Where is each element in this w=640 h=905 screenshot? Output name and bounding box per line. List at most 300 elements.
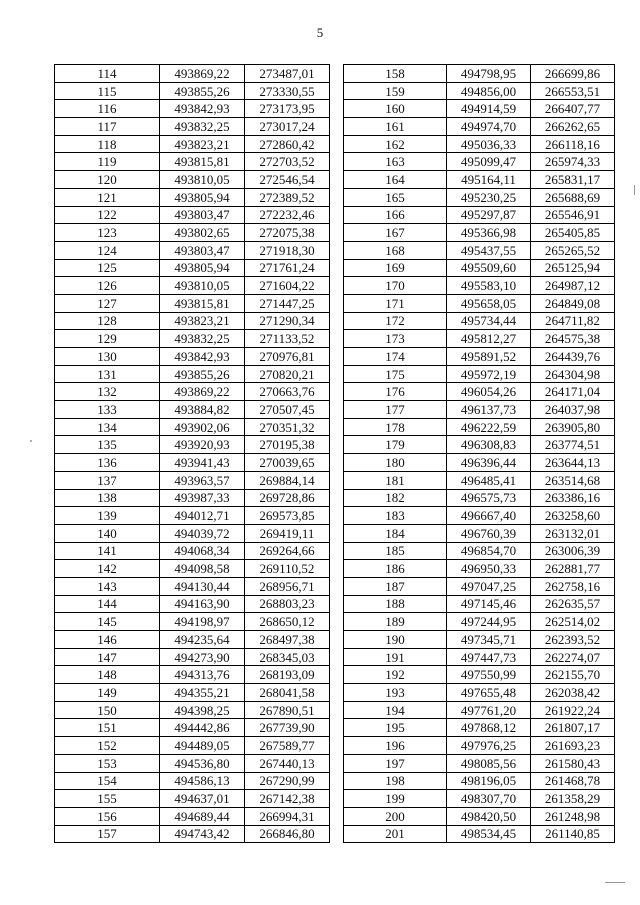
y-coordinate-cell: 265831,17 [531,171,615,189]
y-coordinate-cell: 263258,60 [531,507,615,525]
point-number-cell: 158 [344,65,447,83]
x-coordinate-cell: 495891,52 [447,348,531,366]
y-coordinate-cell: 264849,08 [531,294,615,312]
y-coordinate-cell: 264575,38 [531,330,615,348]
x-coordinate-cell: 494489,05 [160,737,245,755]
coordinates-table-right [343,64,615,843]
x-coordinate-cell: 496308,83 [447,436,531,454]
scan-speck [605,882,625,883]
y-coordinate-cell: 271290,34 [245,312,330,330]
table-row [344,471,615,489]
y-coordinate-cell: 262393,52 [531,631,615,649]
table-row [344,507,615,525]
point-number-cell: 120 [55,171,160,189]
x-coordinate-cell: 493832,25 [160,330,245,348]
point-number-cell: 161 [344,118,447,136]
y-coordinate-cell: 271918,30 [245,241,330,259]
y-coordinate-cell: 263644,13 [531,454,615,472]
y-coordinate-cell: 261580,43 [531,754,615,772]
x-coordinate-cell: 494637,01 [160,790,245,808]
x-coordinate-cell: 493832,25 [160,118,245,136]
y-coordinate-cell: 265688,69 [531,188,615,206]
x-coordinate-cell: 494355,21 [160,684,245,702]
y-coordinate-cell: 262155,70 [531,666,615,684]
point-number-cell: 149 [55,684,160,702]
x-coordinate-cell: 495812,27 [447,330,531,348]
y-coordinate-cell: 269573,85 [245,507,330,525]
point-number-cell: 129 [55,330,160,348]
table-row [344,595,615,613]
y-coordinate-cell: 267739,90 [245,719,330,737]
table-row [344,312,615,330]
x-coordinate-cell: 495297,87 [447,206,531,224]
x-coordinate-cell: 497868,12 [447,719,531,737]
point-number-cell: 156 [55,807,160,825]
table-body-left [55,65,330,843]
y-coordinate-cell: 269884,14 [245,471,330,489]
x-coordinate-cell: 497244,95 [447,613,531,631]
point-number-cell: 167 [344,224,447,242]
point-number-cell: 117 [55,118,160,136]
table-row [344,82,615,100]
table-row [344,577,615,595]
point-number-cell: 185 [344,542,447,560]
point-number-cell: 142 [55,560,160,578]
table-row [55,595,330,613]
y-coordinate-cell: 271604,22 [245,277,330,295]
table-row [344,224,615,242]
point-number-cell: 170 [344,277,447,295]
y-coordinate-cell: 263514,68 [531,471,615,489]
y-coordinate-cell: 270663,76 [245,383,330,401]
point-number-cell: 115 [55,82,160,100]
table-row [344,524,615,542]
point-number-cell: 175 [344,365,447,383]
table-row [55,524,330,542]
point-number-cell: 114 [55,65,160,83]
table-row [55,436,330,454]
point-number-cell: 121 [55,188,160,206]
x-coordinate-cell: 494398,25 [160,701,245,719]
point-number-cell: 139 [55,507,160,525]
point-number-cell: 169 [344,259,447,277]
x-coordinate-cell: 497976,25 [447,737,531,755]
y-coordinate-cell: 261693,23 [531,737,615,755]
table-row [55,259,330,277]
point-number-cell: 143 [55,577,160,595]
x-coordinate-cell: 494235,64 [160,631,245,649]
x-coordinate-cell: 494798,95 [447,65,531,83]
x-coordinate-cell: 498085,56 [447,754,531,772]
y-coordinate-cell: 263386,16 [531,489,615,507]
table-row [344,241,615,259]
point-number-cell: 138 [55,489,160,507]
y-coordinate-cell: 268803,23 [245,595,330,613]
table-row [55,719,330,737]
page-number: 5 [316,25,324,40]
table-row [55,330,330,348]
x-coordinate-cell: 496054,26 [447,383,531,401]
x-coordinate-cell: 494313,76 [160,666,245,684]
x-coordinate-cell: 495583,10 [447,277,531,295]
x-coordinate-cell: 493842,93 [160,348,245,366]
y-coordinate-cell: 267290,99 [245,772,330,790]
x-coordinate-cell: 497145,46 [447,595,531,613]
table-row [55,401,330,419]
y-coordinate-cell: 273173,95 [245,100,330,118]
x-coordinate-cell: 493855,26 [160,365,245,383]
table-row [344,542,615,560]
point-number-cell: 145 [55,613,160,631]
x-coordinate-cell: 494914,59 [447,100,531,118]
y-coordinate-cell: 272232,46 [245,206,330,224]
point-number-cell: 153 [55,754,160,772]
y-coordinate-cell: 265405,85 [531,224,615,242]
table-row [344,613,615,631]
y-coordinate-cell: 270507,45 [245,401,330,419]
point-number-cell: 195 [344,719,447,737]
y-coordinate-cell: 268193,09 [245,666,330,684]
y-coordinate-cell: 263132,01 [531,524,615,542]
table-row [344,135,615,153]
x-coordinate-cell: 494012,71 [160,507,245,525]
y-coordinate-cell: 261922,24 [531,701,615,719]
y-coordinate-cell: 268041,58 [245,684,330,702]
y-coordinate-cell: 270351,32 [245,418,330,436]
x-coordinate-cell: 494856,00 [447,82,531,100]
y-coordinate-cell: 273330,55 [245,82,330,100]
y-coordinate-cell: 269264,66 [245,542,330,560]
point-number-cell: 141 [55,542,160,560]
y-coordinate-cell: 267589,77 [245,737,330,755]
y-coordinate-cell: 272389,52 [245,188,330,206]
x-coordinate-cell: 495036,33 [447,135,531,153]
table-row [55,454,330,472]
y-coordinate-cell: 272703,52 [245,153,330,171]
y-coordinate-cell: 264711,82 [531,312,615,330]
x-coordinate-cell: 497447,73 [447,648,531,666]
x-coordinate-cell: 494098,58 [160,560,245,578]
point-number-cell: 186 [344,560,447,578]
table-row [344,188,615,206]
x-coordinate-cell: 495366,98 [447,224,531,242]
y-coordinate-cell: 266118,16 [531,135,615,153]
point-number-cell: 157 [55,825,160,843]
table-row [344,206,615,224]
x-coordinate-cell: 498307,70 [447,790,531,808]
point-number-cell: 201 [344,825,447,843]
point-number-cell: 159 [344,82,447,100]
y-coordinate-cell: 263905,80 [531,418,615,436]
y-coordinate-cell: 266553,51 [531,82,615,100]
table-row [55,188,330,206]
point-number-cell: 122 [55,206,160,224]
table-row [55,701,330,719]
point-number-cell: 166 [344,206,447,224]
x-coordinate-cell: 497761,20 [447,701,531,719]
table-row [55,471,330,489]
x-coordinate-cell: 493803,47 [160,206,245,224]
y-coordinate-cell: 271447,25 [245,294,330,312]
table-row [344,401,615,419]
x-coordinate-cell: 494130,44 [160,577,245,595]
point-number-cell: 124 [55,241,160,259]
x-coordinate-cell: 493884,82 [160,401,245,419]
table-row [55,65,330,83]
table-row [344,737,615,755]
x-coordinate-cell: 494689,44 [160,807,245,825]
y-coordinate-cell: 265546,91 [531,206,615,224]
table-row [344,701,615,719]
y-coordinate-cell: 261358,29 [531,790,615,808]
y-coordinate-cell: 266262,65 [531,118,615,136]
x-coordinate-cell: 497345,71 [447,631,531,649]
y-coordinate-cell: 263774,51 [531,436,615,454]
table-row [344,560,615,578]
x-coordinate-cell: 495658,05 [447,294,531,312]
table-row [344,666,615,684]
point-number-cell: 182 [344,489,447,507]
table-row [344,772,615,790]
table-row [55,684,330,702]
point-number-cell: 119 [55,153,160,171]
point-number-cell: 147 [55,648,160,666]
y-coordinate-cell: 269728,86 [245,489,330,507]
y-coordinate-cell: 261248,98 [531,807,615,825]
y-coordinate-cell: 261468,78 [531,772,615,790]
x-coordinate-cell: 495164,11 [447,171,531,189]
y-coordinate-cell: 270820,21 [245,365,330,383]
x-coordinate-cell: 493823,21 [160,135,245,153]
point-number-cell: 174 [344,348,447,366]
point-number-cell: 128 [55,312,160,330]
table-row [55,754,330,772]
x-coordinate-cell: 494039,72 [160,524,245,542]
point-number-cell: 200 [344,807,447,825]
point-number-cell: 171 [344,294,447,312]
y-coordinate-cell: 266846,80 [245,825,330,843]
x-coordinate-cell: 493963,57 [160,471,245,489]
table-row [55,772,330,790]
x-coordinate-cell: 498534,45 [447,825,531,843]
x-coordinate-cell: 493802,65 [160,224,245,242]
x-coordinate-cell: 493869,22 [160,65,245,83]
table-row [55,631,330,649]
x-coordinate-cell: 493902,06 [160,418,245,436]
point-number-cell: 127 [55,294,160,312]
x-coordinate-cell: 494743,42 [160,825,245,843]
y-coordinate-cell: 264304,98 [531,365,615,383]
y-coordinate-cell: 264037,98 [531,401,615,419]
table-row [55,383,330,401]
point-number-cell: 176 [344,383,447,401]
y-coordinate-cell: 269110,52 [245,560,330,578]
x-coordinate-cell: 494974,70 [447,118,531,136]
table-row [55,807,330,825]
y-coordinate-cell: 270976,81 [245,348,330,366]
point-number-cell: 183 [344,507,447,525]
point-number-cell: 199 [344,790,447,808]
point-number-cell: 152 [55,737,160,755]
y-coordinate-cell: 262758,16 [531,577,615,595]
point-number-cell: 116 [55,100,160,118]
point-number-cell: 179 [344,436,447,454]
x-coordinate-cell: 496667,40 [447,507,531,525]
table-row [344,418,615,436]
x-coordinate-cell: 493869,22 [160,383,245,401]
y-coordinate-cell: 268650,12 [245,613,330,631]
y-coordinate-cell: 266407,77 [531,100,615,118]
table-row [55,489,330,507]
point-number-cell: 150 [55,701,160,719]
table-row [344,648,615,666]
y-coordinate-cell: 271133,52 [245,330,330,348]
x-coordinate-cell: 498420,50 [447,807,531,825]
x-coordinate-cell: 493855,26 [160,82,245,100]
x-coordinate-cell: 494273,90 [160,648,245,666]
table-row [344,436,615,454]
y-coordinate-cell: 273017,24 [245,118,330,136]
point-number-cell: 132 [55,383,160,401]
y-coordinate-cell: 264439,76 [531,348,615,366]
point-number-cell: 197 [344,754,447,772]
y-coordinate-cell: 269419,11 [245,524,330,542]
point-number-cell: 134 [55,418,160,436]
point-number-cell: 168 [344,241,447,259]
point-number-cell: 194 [344,701,447,719]
point-number-cell: 187 [344,577,447,595]
table-row [55,418,330,436]
table-row [344,330,615,348]
point-number-cell: 131 [55,365,160,383]
table-row [55,241,330,259]
x-coordinate-cell: 493842,93 [160,100,245,118]
point-number-cell: 188 [344,595,447,613]
y-coordinate-cell: 266699,86 [531,65,615,83]
point-number-cell: 192 [344,666,447,684]
point-number-cell: 118 [55,135,160,153]
x-coordinate-cell: 493805,94 [160,259,245,277]
table-row [55,135,330,153]
point-number-cell: 184 [344,524,447,542]
point-number-cell: 178 [344,418,447,436]
point-number-cell: 196 [344,737,447,755]
table-row [55,666,330,684]
y-coordinate-cell: 272075,38 [245,224,330,242]
point-number-cell: 133 [55,401,160,419]
y-coordinate-cell: 272546,54 [245,171,330,189]
x-coordinate-cell: 494586,13 [160,772,245,790]
point-number-cell: 135 [55,436,160,454]
x-coordinate-cell: 493823,21 [160,312,245,330]
y-coordinate-cell: 267142,38 [245,790,330,808]
x-coordinate-cell: 493941,43 [160,454,245,472]
x-coordinate-cell: 493920,93 [160,436,245,454]
point-number-cell: 173 [344,330,447,348]
table-row [55,312,330,330]
y-coordinate-cell: 263006,39 [531,542,615,560]
x-coordinate-cell: 497047,25 [447,577,531,595]
y-coordinate-cell: 268345,03 [245,648,330,666]
table-row [55,118,330,136]
point-number-cell: 163 [344,153,447,171]
table-row [55,100,330,118]
point-number-cell: 172 [344,312,447,330]
table-row [344,348,615,366]
point-number-cell: 193 [344,684,447,702]
point-number-cell: 189 [344,613,447,631]
table-row [344,259,615,277]
x-coordinate-cell: 494068,34 [160,542,245,560]
x-coordinate-cell: 495099,47 [447,153,531,171]
table-row [55,224,330,242]
x-coordinate-cell: 495509,60 [447,259,531,277]
point-number-cell: 198 [344,772,447,790]
point-number-cell: 151 [55,719,160,737]
y-coordinate-cell: 262274,07 [531,648,615,666]
table-row [344,807,615,825]
y-coordinate-cell: 272860,42 [245,135,330,153]
table-row [344,365,615,383]
point-number-cell: 140 [55,524,160,542]
table-row [344,790,615,808]
point-number-cell: 164 [344,171,447,189]
point-number-cell: 191 [344,648,447,666]
x-coordinate-cell: 493810,05 [160,171,245,189]
table-row [55,560,330,578]
y-coordinate-cell: 268956,71 [245,577,330,595]
table-row [55,825,330,843]
y-coordinate-cell: 262514,02 [531,613,615,631]
y-coordinate-cell: 267890,51 [245,701,330,719]
x-coordinate-cell: 498196,05 [447,772,531,790]
y-coordinate-cell: 261140,85 [531,825,615,843]
y-coordinate-cell: 266994,31 [245,807,330,825]
y-coordinate-cell: 273487,01 [245,65,330,83]
x-coordinate-cell: 496222,59 [447,418,531,436]
table-row [55,577,330,595]
x-coordinate-cell: 494163,90 [160,595,245,613]
point-number-cell: 181 [344,471,447,489]
x-coordinate-cell: 493810,05 [160,277,245,295]
table-row [55,542,330,560]
x-coordinate-cell: 496760,39 [447,524,531,542]
y-coordinate-cell: 267440,13 [245,754,330,772]
x-coordinate-cell: 493805,94 [160,188,245,206]
table-row [344,631,615,649]
table-row [55,206,330,224]
point-number-cell: 137 [55,471,160,489]
table-row [55,348,330,366]
point-number-cell: 125 [55,259,160,277]
y-coordinate-cell: 271761,24 [245,259,330,277]
y-coordinate-cell: 265974,33 [531,153,615,171]
x-coordinate-cell: 493815,81 [160,294,245,312]
point-number-cell: 177 [344,401,447,419]
table-row [55,365,330,383]
table-row [55,507,330,525]
x-coordinate-cell: 493987,33 [160,489,245,507]
y-coordinate-cell: 264987,12 [531,277,615,295]
x-coordinate-cell: 495734,44 [447,312,531,330]
table-row [55,294,330,312]
table-row [55,277,330,295]
table-row [344,754,615,772]
table-row [55,82,330,100]
table-row [344,825,615,843]
table-row [344,454,615,472]
x-coordinate-cell: 496137,73 [447,401,531,419]
